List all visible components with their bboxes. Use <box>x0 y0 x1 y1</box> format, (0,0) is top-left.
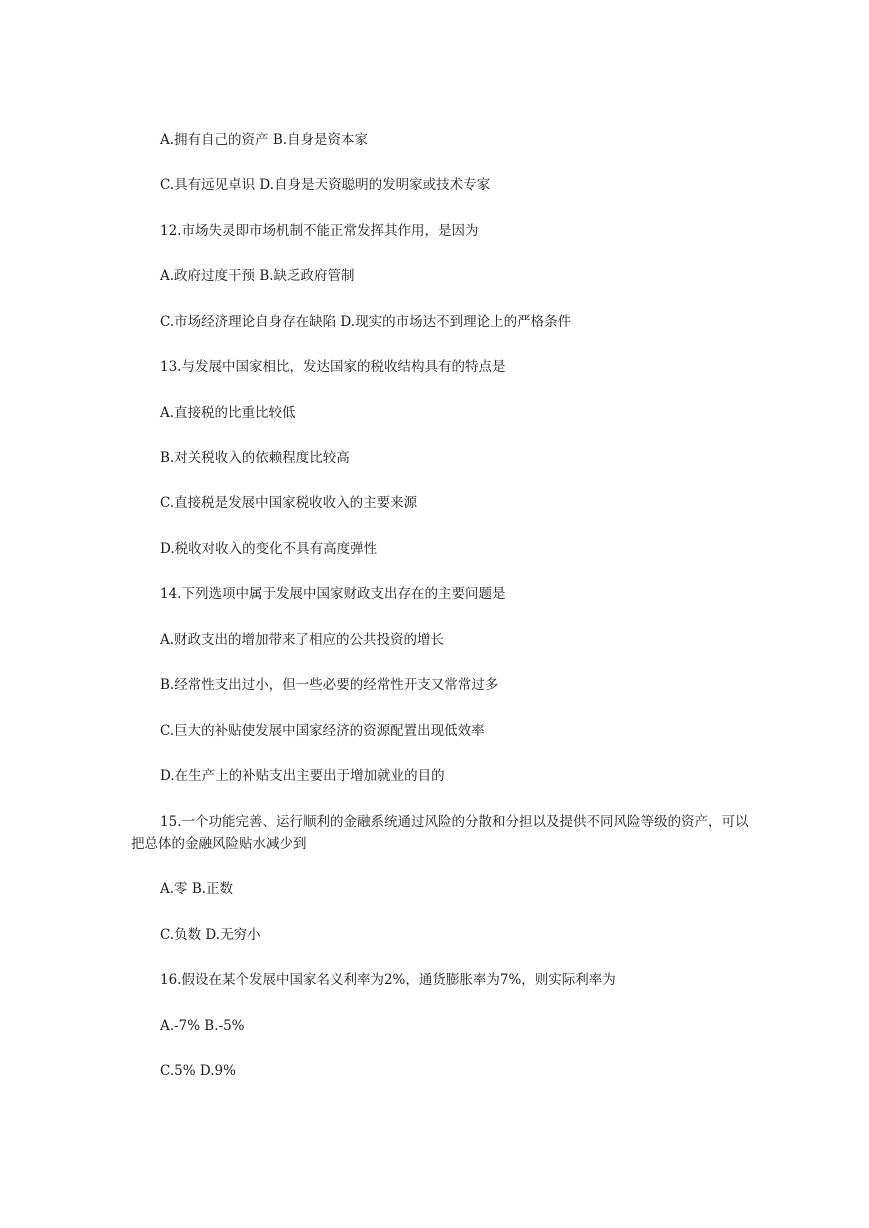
option-line: A.-7% B.-5% <box>160 1018 245 1034</box>
option-line: A.政府过度干预 B.缺乏政府管制 <box>160 268 355 284</box>
question-16: 16.假设在某个发展中国家名义利率为2%，通货膨胀率为7%，则实际利率为 <box>160 972 616 988</box>
option-line: C.负数 D.无穷小 <box>160 927 261 943</box>
option-line: A.拥有自己的资产 B.自身是资本家 <box>160 132 369 148</box>
option-line: C.5% D.9% <box>160 1063 236 1079</box>
question-15: 15.一个功能完善、运行顺利的金融系统通过风险的分散和分担以及提供不同风险等级的资产，可以把总体的金融风险贴水减少到 <box>131 814 749 852</box>
option-line: C.巨大的补贴使发展中国家经济的资源配置出现低效率 <box>160 723 485 739</box>
option-line: D.在生产上的补贴支出主要出于增加就业的目的 <box>160 768 445 784</box>
option-line: C.直接税是发展中国家税收收入的主要来源 <box>160 495 418 511</box>
option-line: B.经常性支出过小，但一些必要的经常性开支又常常过多 <box>160 677 499 693</box>
option-line: A.财政支出的增加带来了相应的公共投资的增长 <box>160 632 445 648</box>
option-line: B.对关税收入的依赖程度比较高 <box>160 450 350 466</box>
question-12: 12.市场失灵即市场机制不能正常发挥其作用，是因为 <box>160 223 479 239</box>
option-line: C.市场经济理论自身存在缺陷 D.现实的市场达不到理论上的严格条件 <box>160 314 572 330</box>
option-line: C.具有远见卓识 D.自身是天资聪明的发明家或技术专家 <box>160 177 491 193</box>
option-line: A.零 B.正数 <box>160 881 234 897</box>
question-14: 14.下列选项中属于发展中国家财政支出存在的主要问题是 <box>160 586 506 602</box>
question-13: 13.与发展中国家相比，发达国家的税收结构具有的特点是 <box>160 359 506 375</box>
option-line: A.直接税的比重比较低 <box>160 405 296 421</box>
option-line: D.税收对收入的变化不具有高度弹性 <box>160 541 378 557</box>
